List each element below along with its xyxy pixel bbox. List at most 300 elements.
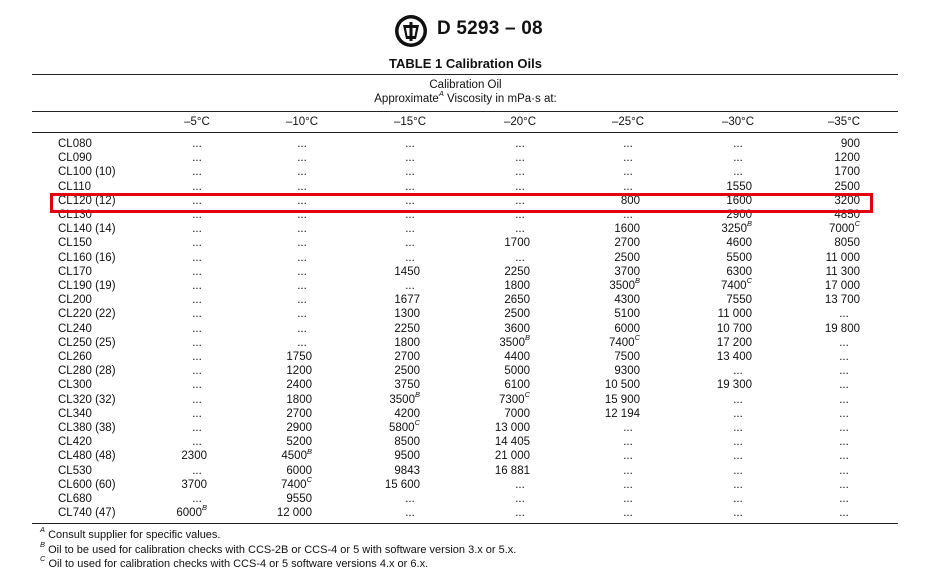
table-cell xyxy=(824,336,864,350)
table-cell xyxy=(394,464,420,478)
column-header: –35°C xyxy=(827,116,861,128)
cell-value: 800 xyxy=(620,194,640,207)
cell-value: 10 500 xyxy=(604,379,640,392)
footnote-marker: B xyxy=(40,540,46,550)
row-label: CL110 xyxy=(58,180,92,193)
row-label: CL190 (19) xyxy=(58,280,116,292)
cell-value: 4300 xyxy=(614,294,640,307)
table-cell xyxy=(608,506,648,520)
table-row xyxy=(0,503,931,520)
cell-value: 7400 xyxy=(720,280,747,292)
cell-value: 15 900 xyxy=(604,393,640,406)
cell-value: ... xyxy=(297,336,307,349)
cell-value: 13 700 xyxy=(824,294,860,307)
table-cell xyxy=(834,236,860,250)
table-cell xyxy=(499,332,530,350)
row-label: CL320 (32) xyxy=(58,393,116,406)
table-row xyxy=(0,474,931,492)
table-row xyxy=(0,251,931,265)
cell-value: ... xyxy=(405,152,415,165)
table-cell xyxy=(388,418,420,435)
cell-value: 15 600 xyxy=(384,478,420,491)
cell-value: 3750 xyxy=(394,379,420,392)
cell-value: ... xyxy=(405,280,415,292)
cell-value: 2250 xyxy=(504,265,530,278)
cell-value: ... xyxy=(405,223,415,236)
footnote-b xyxy=(40,540,517,556)
cell-value: ... xyxy=(623,152,633,165)
table-cell xyxy=(500,165,540,179)
table-cell xyxy=(609,276,640,293)
cell-value: ... xyxy=(192,166,202,179)
cell-value: 17 000 xyxy=(824,280,860,292)
table-cell xyxy=(605,378,640,392)
table-cell xyxy=(282,322,322,336)
cell-value: ... xyxy=(297,251,307,264)
cell-value: ... xyxy=(733,464,743,477)
table-cell xyxy=(825,293,860,307)
cell-value: ... xyxy=(192,237,202,250)
cell-value: ... xyxy=(733,493,743,505)
table-cell xyxy=(824,407,864,421)
cell-value: ... xyxy=(192,194,202,207)
cell-value: ... xyxy=(839,507,849,520)
column-header: –15°C xyxy=(393,116,427,128)
table-row xyxy=(0,180,931,194)
table-cell xyxy=(495,449,530,463)
table-cell xyxy=(177,251,217,265)
table-cell xyxy=(286,393,312,407)
cell-value: 2500 xyxy=(504,308,530,321)
table-cell xyxy=(385,478,420,492)
cell-value: 6000 xyxy=(286,464,312,477)
cell-footnote-marker: C xyxy=(524,389,530,399)
table-cell xyxy=(718,137,758,151)
table-cell xyxy=(614,364,640,378)
cell-value: 1700 xyxy=(834,166,860,179)
table-cell xyxy=(286,378,312,392)
cell-value: 2900 xyxy=(726,209,752,221)
table-cell xyxy=(718,478,758,492)
cell-value: ... xyxy=(192,294,202,307)
table-cell xyxy=(504,265,530,279)
table-cell xyxy=(726,293,752,307)
cell-value: 2650 xyxy=(504,294,530,307)
cell-value: ... xyxy=(192,351,202,363)
table-cell xyxy=(718,492,758,506)
row-label: CL420 xyxy=(58,436,92,449)
cell-value: 5500 xyxy=(726,251,752,264)
cell-value: 1800 xyxy=(504,280,530,292)
table-cell xyxy=(825,279,860,293)
table-cell xyxy=(394,307,420,321)
table-cell xyxy=(495,435,530,449)
cell-value: ... xyxy=(733,152,743,165)
cell-value: ... xyxy=(192,322,202,335)
table-cell xyxy=(286,407,312,421)
cell-value: 1550 xyxy=(726,180,752,193)
cell-value: 3600 xyxy=(504,322,530,335)
cell-value: ... xyxy=(297,194,307,207)
table-cell xyxy=(177,378,217,392)
cell-value: 3500 xyxy=(609,280,635,292)
table-cell xyxy=(177,279,217,293)
cell-footnote-marker: C xyxy=(306,474,312,484)
table-cell xyxy=(608,137,648,151)
table-cell xyxy=(828,219,860,236)
table-top-rule xyxy=(32,74,898,75)
table-cell xyxy=(824,393,864,407)
cell-value: ... xyxy=(515,223,525,236)
table-cell xyxy=(717,336,752,350)
cell-value: 8500 xyxy=(394,436,420,449)
cell-value: ... xyxy=(192,365,202,378)
cell-value: 1677 xyxy=(394,294,420,307)
table-cell xyxy=(394,350,420,364)
table-cell xyxy=(608,449,648,463)
cell-value: ... xyxy=(192,336,202,349)
row-label: CL220 (22) xyxy=(58,308,116,321)
table-cell xyxy=(824,492,864,506)
cell-value: ... xyxy=(515,507,525,520)
cell-value: ... xyxy=(297,308,307,321)
table-cell xyxy=(495,464,530,478)
footnote-text: Oil to used for calibration checks with CCS-4 or 5 software versions 4.x or 6.x. xyxy=(45,558,429,570)
table-cell xyxy=(177,464,217,478)
cell-value: ... xyxy=(405,507,415,520)
table-cell xyxy=(394,293,420,307)
cell-value: 12 194 xyxy=(604,407,640,420)
cell-value: ... xyxy=(623,478,633,491)
cell-value: ... xyxy=(733,436,743,449)
table-cell xyxy=(608,492,648,506)
cell-value: ... xyxy=(515,166,525,179)
cell-value: ... xyxy=(623,138,633,150)
cell-value: 2700 xyxy=(614,237,640,250)
table-cell xyxy=(841,137,860,151)
table-cell xyxy=(282,151,322,165)
cell-value: 2400 xyxy=(286,379,312,392)
cell-value: ... xyxy=(515,478,525,491)
row-label: CL380 (38) xyxy=(58,422,116,434)
cell-value: 6300 xyxy=(726,265,752,278)
table-cell xyxy=(614,222,640,236)
table-cell xyxy=(394,364,420,378)
cell-value: 9550 xyxy=(286,493,312,505)
cell-value: 3700 xyxy=(614,265,640,278)
table-cell xyxy=(718,449,758,463)
cell-value: 2900 xyxy=(286,422,312,434)
cell-value: ... xyxy=(192,436,202,449)
cell-value: 2250 xyxy=(394,322,420,335)
cell-value: 11 000 xyxy=(717,308,752,321)
table-cell xyxy=(286,364,312,378)
cell-value: 3700 xyxy=(181,478,207,491)
table-cell xyxy=(608,464,648,478)
cell-value: ... xyxy=(515,209,525,221)
table-cell xyxy=(614,251,640,265)
cell-value: ... xyxy=(839,450,849,463)
cell-value: ... xyxy=(623,166,633,179)
table-cell xyxy=(720,276,752,293)
cell-footnote-marker: C xyxy=(634,332,640,342)
table-cell xyxy=(500,180,540,194)
cell-value: 12 000 xyxy=(276,507,312,520)
table-cell xyxy=(826,265,860,279)
table-cell xyxy=(282,307,322,321)
cell-value: 7000 xyxy=(504,407,530,420)
row-label: CL480 (48) xyxy=(58,450,116,463)
table-cell xyxy=(608,151,648,165)
cell-value: 2300 xyxy=(181,450,207,463)
row-label: CL090 xyxy=(58,152,92,165)
cell-value: ... xyxy=(297,180,307,193)
table-row xyxy=(0,364,931,378)
cell-value: 5100 xyxy=(614,308,640,321)
cell-value: 1200 xyxy=(834,152,860,165)
cell-value: ... xyxy=(515,180,525,193)
table-cell xyxy=(500,151,540,165)
cell-footnote-marker: B xyxy=(201,503,207,513)
cell-value: 5200 xyxy=(286,436,312,449)
table-row xyxy=(0,236,931,250)
cell-value: ... xyxy=(733,138,743,150)
cell-value: ... xyxy=(192,393,202,406)
table-cell xyxy=(282,293,322,307)
cell-value: ... xyxy=(192,209,202,221)
cell-value: 7300 xyxy=(498,393,525,406)
cell-footnote-marker: C xyxy=(746,276,752,286)
table-cell xyxy=(605,393,640,407)
table-cell xyxy=(605,407,640,421)
cell-value: ... xyxy=(839,422,849,434)
table-cell xyxy=(390,251,430,265)
cell-value: ... xyxy=(515,138,525,150)
table-cell xyxy=(394,435,420,449)
cell-footnote-marker: B xyxy=(746,219,752,229)
row-label: CL150 xyxy=(58,237,92,250)
cell-value: 2700 xyxy=(394,351,420,363)
cell-value: 900 xyxy=(840,138,860,150)
row-label: CL300 xyxy=(58,379,92,392)
cell-value: ... xyxy=(405,138,415,150)
cell-value: ... xyxy=(297,265,307,278)
table-cell xyxy=(834,165,860,179)
cell-value: ... xyxy=(515,251,525,264)
table-row xyxy=(0,435,931,449)
table-cell xyxy=(500,492,540,506)
cell-value: 16 881 xyxy=(494,464,530,477)
table-cell xyxy=(608,165,648,179)
table-cell xyxy=(608,180,648,194)
cell-value: ... xyxy=(839,379,849,392)
cell-value: ... xyxy=(839,365,849,378)
table-cell xyxy=(390,506,430,520)
column-header: –20°C xyxy=(503,116,537,128)
cell-value: 7400 xyxy=(608,336,635,349)
row-label: CL680 xyxy=(58,493,92,505)
table-cell xyxy=(177,151,217,165)
cell-footnote-marker: C xyxy=(854,219,860,229)
table-cell xyxy=(394,265,420,279)
cell-value: 3500 xyxy=(499,336,525,349)
table-cell xyxy=(390,180,430,194)
row-label: CL740 (47) xyxy=(58,507,116,520)
footnote-marker: A xyxy=(40,525,46,535)
cell-value: 3200 xyxy=(834,194,860,207)
cell-value: ... xyxy=(839,308,849,321)
table-cell xyxy=(394,322,420,336)
cell-value: ... xyxy=(623,422,633,434)
table-cell xyxy=(504,293,530,307)
table-row xyxy=(0,219,931,236)
cell-value: ... xyxy=(297,209,307,221)
table-cell xyxy=(718,151,758,165)
table-cell xyxy=(390,165,430,179)
cell-footnote-marker: C xyxy=(414,418,420,428)
table-cell xyxy=(614,293,640,307)
table-cell xyxy=(389,389,420,407)
cell-value: 4600 xyxy=(726,237,752,250)
cell-value: 6100 xyxy=(504,379,530,392)
cell-value: ... xyxy=(192,138,202,150)
row-label: CL140 (14) xyxy=(58,223,116,236)
footnote-c xyxy=(40,554,429,570)
table-cell xyxy=(824,307,864,321)
table-cell xyxy=(824,506,864,520)
row-label: CL600 (60) xyxy=(58,478,116,491)
table-cell xyxy=(176,503,207,520)
cell-value: ... xyxy=(623,493,633,505)
table-cell xyxy=(282,336,322,350)
table-cell xyxy=(718,435,758,449)
cell-value: ... xyxy=(733,407,743,420)
cell-value: ... xyxy=(733,450,743,463)
table-row xyxy=(0,378,931,392)
cell-value: 11 300 xyxy=(825,265,860,278)
cell-value: ... xyxy=(192,180,202,193)
cell-value: 4400 xyxy=(504,351,530,363)
cell-value: ... xyxy=(515,152,525,165)
table-cell xyxy=(504,364,530,378)
table-row xyxy=(0,293,931,307)
cell-footnote-marker: B xyxy=(306,446,312,456)
table-row xyxy=(0,446,931,463)
table-title: TABLE 1 Calibration Oils xyxy=(389,56,542,71)
row-label: CL280 (28) xyxy=(58,365,116,378)
cell-value: ... xyxy=(623,464,633,477)
table-cell xyxy=(500,222,540,236)
table-cell xyxy=(181,478,207,492)
cell-value: 3500 xyxy=(389,393,415,406)
table-cell xyxy=(718,464,758,478)
cell-value: 5800 xyxy=(388,422,415,434)
table-cell xyxy=(177,180,217,194)
table-cell xyxy=(394,449,420,463)
table-cell xyxy=(177,421,217,435)
table-cell xyxy=(177,293,217,307)
cell-value: ... xyxy=(405,251,415,264)
table-row xyxy=(0,322,931,336)
cell-value: ... xyxy=(297,152,307,165)
cell-footnote-marker: B xyxy=(414,389,420,399)
table-cell xyxy=(726,180,752,194)
cell-value: ... xyxy=(297,322,307,335)
cell-value: 1450 xyxy=(394,265,420,278)
cell-value: ... xyxy=(515,493,525,505)
table-cell xyxy=(718,421,758,435)
table-cell xyxy=(177,393,217,407)
table-cell xyxy=(282,251,322,265)
cell-value: ... xyxy=(192,265,202,278)
table-cell xyxy=(608,435,648,449)
column-header: –5°C xyxy=(184,116,210,128)
table-bottom-rule xyxy=(32,523,898,524)
cell-value: 7400 xyxy=(280,478,307,491)
cell-value: ... xyxy=(192,251,202,264)
document-header xyxy=(0,14,931,48)
cell-value: 9300 xyxy=(614,365,640,378)
table-caption-rule xyxy=(32,111,898,112)
cell-value: ... xyxy=(192,422,202,434)
cell-value: 1300 xyxy=(394,308,420,321)
table-cell xyxy=(282,165,322,179)
table-cell xyxy=(504,350,530,364)
cell-value: ... xyxy=(192,379,202,392)
cell-value: ... xyxy=(839,464,849,477)
highlighted-row-box xyxy=(50,193,873,213)
cell-value: ... xyxy=(733,393,743,406)
row-label: CL340 xyxy=(58,407,92,420)
table-cell xyxy=(286,492,312,506)
cell-value: 6000 xyxy=(176,507,202,520)
table-cell xyxy=(826,251,860,265)
table-cell xyxy=(824,478,864,492)
table-cell xyxy=(282,180,322,194)
cell-value: ... xyxy=(405,180,415,193)
cell-value: ... xyxy=(297,294,307,307)
cell-value: ... xyxy=(405,237,415,250)
table-cell xyxy=(394,336,420,350)
table-cell xyxy=(717,322,752,336)
cell-value: ... xyxy=(733,507,743,520)
table-cell xyxy=(824,464,864,478)
table-cell xyxy=(718,506,758,520)
cell-value: 7500 xyxy=(614,351,640,363)
row-label: CL100 (10) xyxy=(58,166,116,179)
cell-value: ... xyxy=(297,237,307,250)
cell-value: ... xyxy=(839,436,849,449)
table-cell xyxy=(177,236,217,250)
table-cell xyxy=(500,478,540,492)
cell-value: 13 400 xyxy=(716,351,752,363)
table-cell xyxy=(177,307,217,321)
cell-value: ... xyxy=(405,194,415,207)
cell-value: ... xyxy=(733,478,743,491)
table-cell xyxy=(177,322,217,336)
table-cell xyxy=(726,236,752,250)
table-cell xyxy=(504,279,530,293)
table-cell xyxy=(614,307,640,321)
table-row xyxy=(0,276,931,293)
table-caption-line2 xyxy=(0,89,931,105)
row-label: CL120 (12) xyxy=(58,194,116,207)
table-row xyxy=(0,464,931,478)
cell-value: ... xyxy=(839,393,849,406)
table-row xyxy=(0,350,931,364)
table-row xyxy=(0,137,931,151)
cell-value: 1750 xyxy=(286,351,312,363)
